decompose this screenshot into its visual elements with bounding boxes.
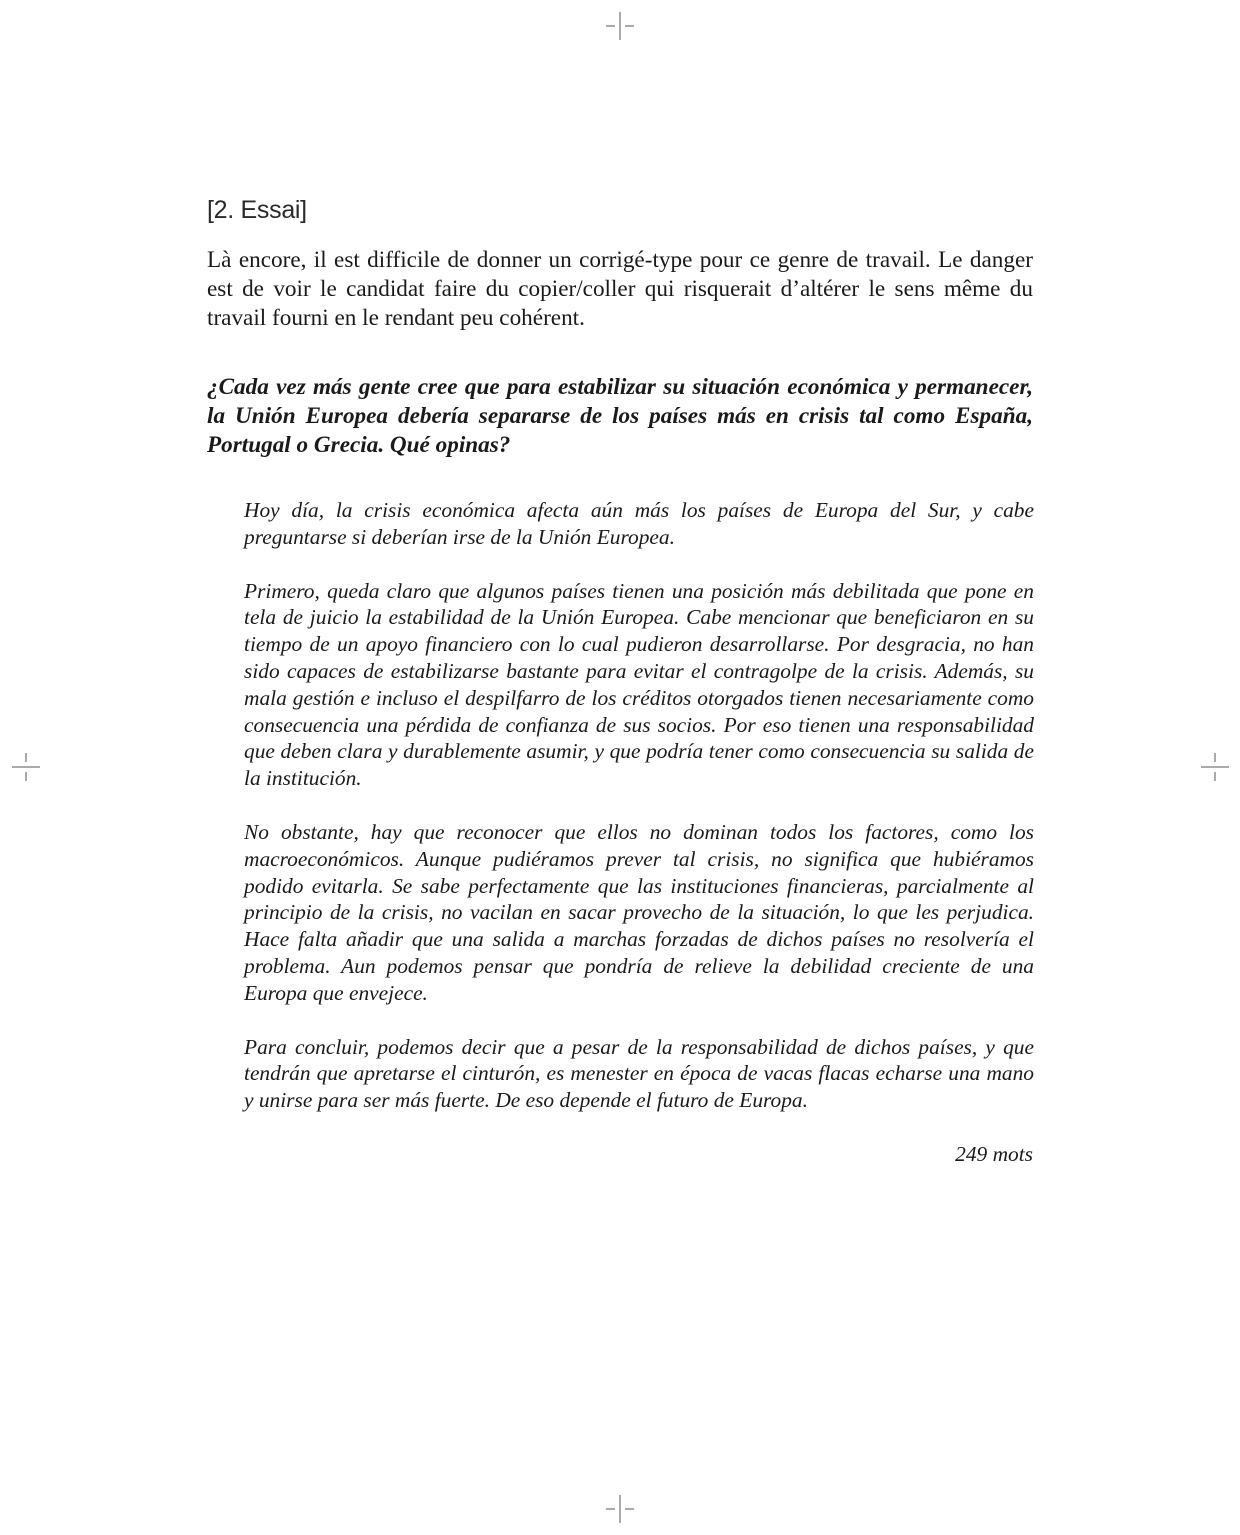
word-count: 249 mots [955,1142,1033,1166]
essay-question: ¿Cada vez más gente cree que para estabilizar su situación económica y permanecer, la Unión Europea debería separarse de los países más en crisis tal como España, Portugal o Grecia. Qué opinas? [207,374,1033,458]
essay-paragraph-3: No obstante, hay que reconocer que ellos no dominan todos los factores, como los macroeconómicos. Aunque pudiéramos prever tal crisis, no significa que hubiéramos podido evitarla. Se sabe perfectamente que las instituciones financieras, parcialmente al principio de la crisis, no vacilan en sacar provecho de la situación, lo que les perjudica. Hace falta añadir que una salida a marchas forzadas de dichos países no resolvería el problema. Aun podemos pensar que pondría de relieve la debilidad creciente de una Europa que envejece. [244,819,1034,1005]
crop-mark-left [12,753,40,781]
section-title: [2. Essai] [207,196,307,224]
essay-paragraph-1: Hoy día, la crisis económica afecta aún más los países de Europa del Sur, y cabe preguntarse si deberían irse de la Unión Europea. [244,498,1034,549]
crop-mark-right [1201,753,1229,781]
intro-paragraph: Là encore, il est difficile de donner un corrigé-type pour ce genre de travail. Le danger est de voir le candidat faire du copier/coller qui risquerait d’altérer le sens même du travail fourni en le rendant peu cohérent. [207,247,1033,331]
essay-paragraph-4: Para concluir, podemos decir que a pesar de la responsabilidad de dichos países, y que tendrán que apretarse el cinturón, es menester en época de vacas flacas echarse una mano y unirse para ser más fuerte. De eso depende el futuro de Europa. [244,1034,1034,1113]
essay-paragraph-2: Primero, queda claro que algunos países tienen una posición más debilitada que pone en tela de juicio la estabilidad de la Unión Europea. Cabe mencionar que beneficiaron en su tiempo de un apoyo financiero con lo cual pudieron desarrollarse. Por desgracia, no han sido capaces de estabilizarse bastante para evitar el contragolpe de la crisis. Además, su mala gestión e incluso el despilfarro de los créditos otorgados tienen necesariamente como consecuencia una pérdida de confianza de sus socios. Por eso tienen una responsabilidad que deben clara y durablemente asumir, y que podría tener como consecuencia su salida de la institución. [244,578,1034,791]
crop-mark-bottom [606,1495,634,1523]
essay-body [244,497,1034,1141]
crop-mark-top [606,12,634,40]
